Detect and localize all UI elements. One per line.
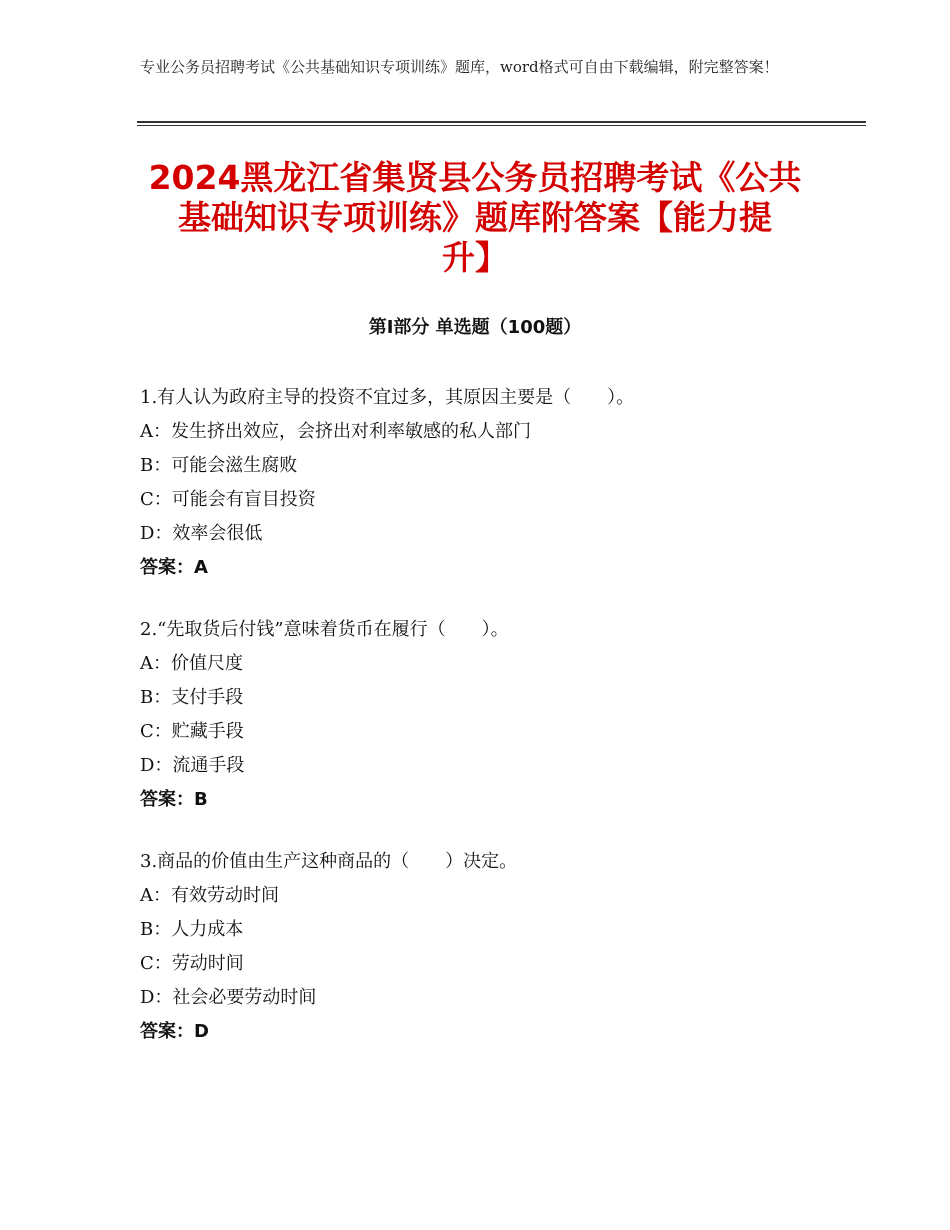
document-title [120, 158, 830, 278]
answer: 答案：B [140, 789, 208, 810]
option-a: A：发生挤出效应，会挤出对利率敏感的私人部门 [140, 421, 531, 442]
option-c: C：贮藏手段 [140, 721, 244, 742]
question-stem: 1.有人认为政府主导的投资不宜过多，其原因主要是（ ）。 [140, 387, 635, 408]
option-d: D：社会必要劳动时间 [140, 987, 317, 1008]
option-b: B：人力成本 [140, 919, 244, 940]
option-d: D：流通手段 [140, 755, 245, 776]
question-1 [140, 381, 840, 585]
answer: 答案：D [140, 1021, 209, 1042]
title-line-1: 2024黑龙江省集贤县公务员招聘考试《公共 [148, 158, 802, 197]
header-rule-thin [137, 125, 866, 126]
question-2 [140, 613, 840, 817]
title-line-3: 升】 [442, 238, 508, 277]
question-stem: 3.商品的价值由生产这种商品的（ ）决定。 [140, 851, 518, 872]
option-d: D：效率会很低 [140, 523, 263, 544]
option-c: C：劳动时间 [140, 953, 244, 974]
option-b: B：可能会滋生腐败 [140, 455, 298, 476]
option-b: B：支付手段 [140, 687, 244, 708]
header-note: 专业公务员招聘考试《公共基础知识专项训练》题库，word格式可自由下载编辑，附完整答案！ [140, 58, 779, 76]
question-list [140, 381, 840, 1077]
option-a: A：有效劳动时间 [140, 885, 279, 906]
question-stem: 2.“先取货后付钱”意味着货币在履行（ ）。 [140, 619, 509, 640]
option-c: C：可能会有盲目投资 [140, 489, 316, 510]
answer: 答案：A [140, 557, 208, 578]
section-title: 第Ⅰ部分 单选题（100题） [368, 317, 582, 338]
question-3 [140, 845, 840, 1049]
header-rule-thick [137, 121, 866, 123]
title-line-2: 基础知识专项训练》题库附答案【能力提 [178, 198, 772, 237]
option-a: A：价值尺度 [140, 653, 243, 674]
